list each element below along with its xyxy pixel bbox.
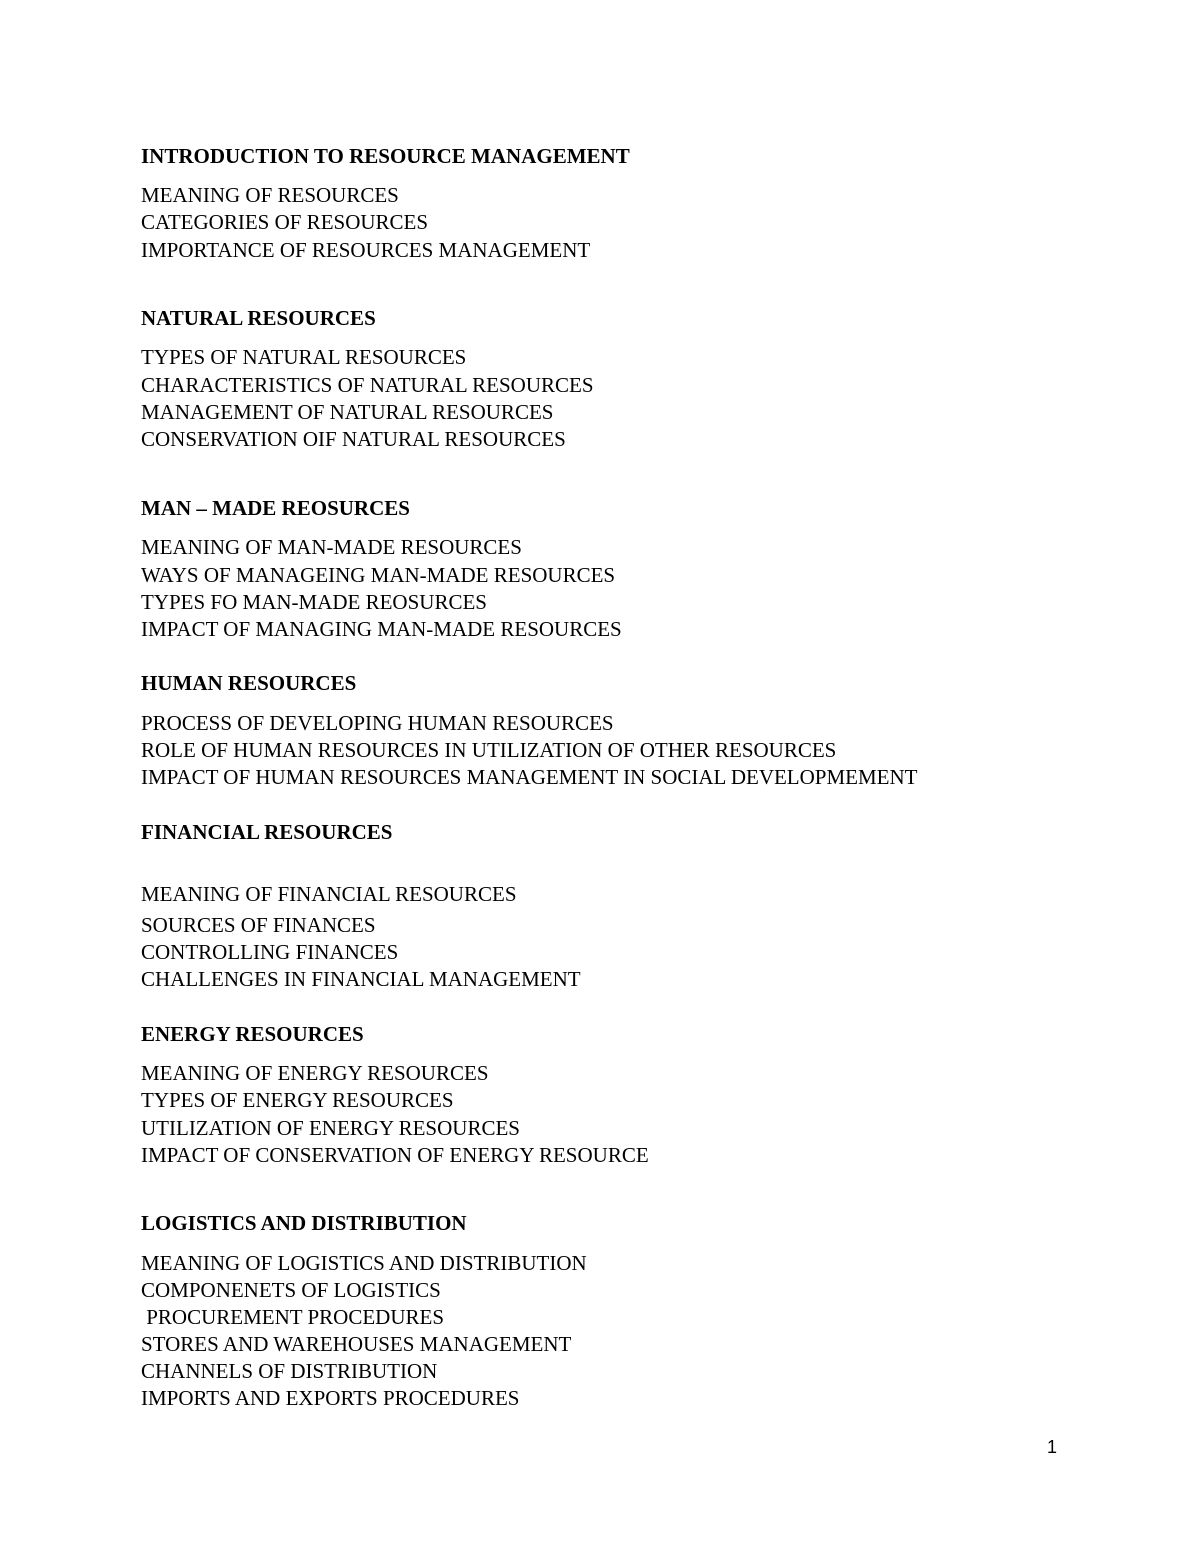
list-item: CATEGORIES OF RESOURCES: [141, 210, 429, 234]
list-item: TYPES OF NATURAL RESOURCES: [141, 345, 467, 369]
list-item: CHALLENGES IN FINANCIAL MANAGEMENT: [141, 967, 581, 991]
list-item: PROCUREMENT PROCEDURES: [141, 1305, 445, 1329]
list-item: MEANING OF FINANCIAL RESOURCES: [141, 882, 517, 906]
list-item: SOURCES OF FINANCES: [141, 913, 376, 937]
list-item: IMPACT OF MANAGING MAN-MADE RESOURCES: [141, 617, 622, 641]
list-item: MANAGEMENT OF NATURAL RESOURCES: [141, 400, 554, 424]
list-item: MEANING OF MAN-MADE RESOURCES: [141, 535, 522, 559]
list-item: UTILIZATION OF ENERGY RESOURCES: [141, 1116, 520, 1140]
list-item: CHARACTERISTICS OF NATURAL RESOURCES: [141, 373, 594, 397]
list-item: MEANING OF LOGISTICS AND DISTRIBUTION: [141, 1251, 587, 1275]
list-item: IMPORTANCE OF RESOURCES MANAGEMENT: [141, 238, 591, 262]
section-heading-logistics-and-distribution: LOGISTICS AND DISTRIBUTION: [141, 1211, 467, 1235]
section-heading-man-made-resources: MAN – MADE REOSURCES: [141, 496, 410, 520]
list-item: MEANING OF ENERGY RESOURCES: [141, 1061, 489, 1085]
page-number: 1: [1047, 1437, 1058, 1457]
list-item: CHANNELS OF DISTRIBUTION: [141, 1359, 438, 1383]
list-item: PROCESS OF DEVELOPING HUMAN RESOURCES: [141, 711, 614, 735]
list-item: MEANING OF RESOURCES: [141, 183, 399, 207]
list-item: IMPORTS AND EXPORTS PROCEDURES: [141, 1386, 520, 1410]
list-item: CONTROLLING FINANCES: [141, 940, 399, 964]
list-item: WAYS OF MANAGEING MAN-MADE RESOURCES: [141, 563, 616, 587]
list-item: STORES AND WAREHOUSES MANAGEMENT: [141, 1332, 572, 1356]
list-item: TYPES FO MAN-MADE REOSURCES: [141, 590, 487, 614]
section-heading-natural-resources: NATURAL RESOURCES: [141, 306, 376, 330]
section-heading-human-resources: HUMAN RESOURCES: [141, 671, 357, 695]
list-item: CONSERVATION OIF NATURAL RESOURCES: [141, 427, 566, 451]
section-heading-energy-resources: ENERGY RESOURCES: [141, 1022, 364, 1046]
list-item: COMPONENETS OF LOGISTICS: [141, 1278, 441, 1302]
list-item: IMPACT OF CONSERVATION OF ENERGY RESOURCE: [141, 1143, 649, 1167]
list-item: ROLE OF HUMAN RESOURCES IN UTILIZATION OF OTHER RESOURCES: [141, 738, 837, 762]
list-item: IMPACT OF HUMAN RESOURCES MANAGEMENT IN SOCIAL DEVELOPMEMENT: [141, 765, 918, 789]
list-item: TYPES OF ENERGY RESOURCES: [141, 1088, 454, 1112]
section-heading-financial-resources: FINANCIAL RESOURCES: [141, 820, 393, 844]
section-heading-introduction: INTRODUCTION TO RESOURCE MANAGEMENT: [141, 144, 630, 168]
